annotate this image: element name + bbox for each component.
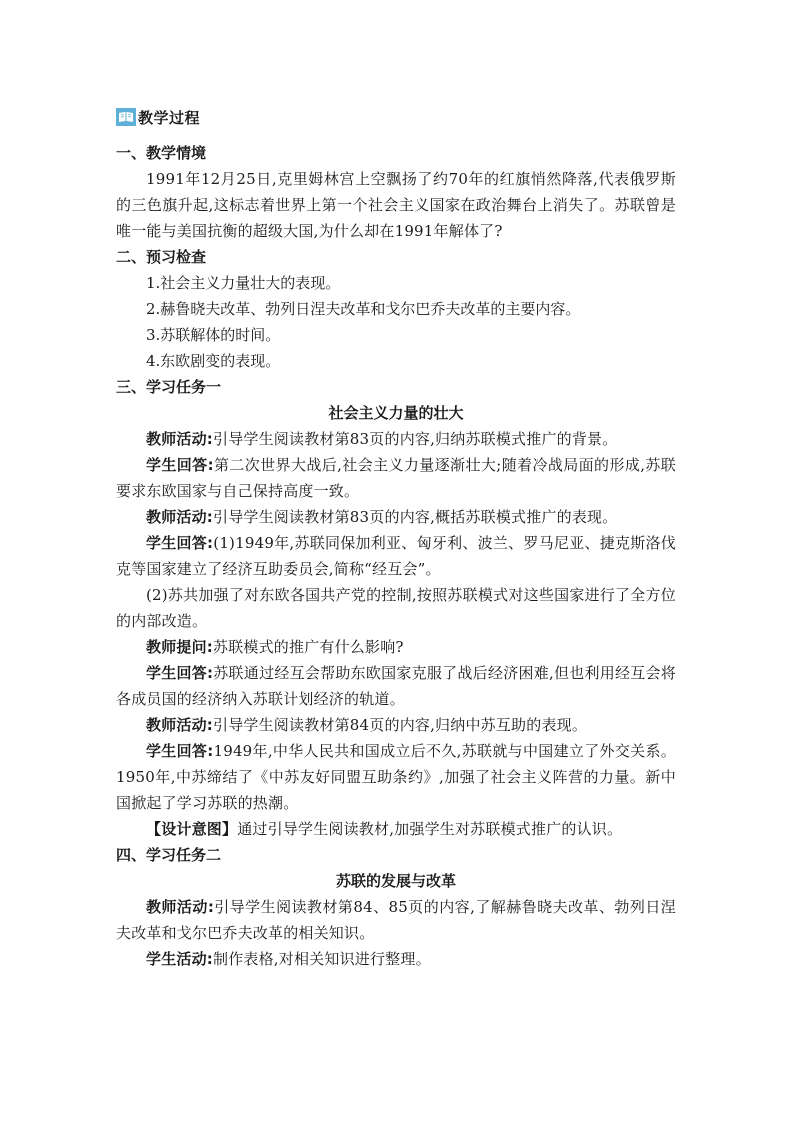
- preview-item-4: 4.东欧剧变的表现。: [146, 352, 281, 370]
- speaker-label: 教师活动:: [146, 430, 213, 448]
- paragraph-text: (1)1949年,苏联同保加利亚、匈牙利、波兰、罗马尼亚、捷克斯洛伐克等国家建立了经济互助委员会,简称“经互会”。: [116, 534, 676, 578]
- paragraph-text: 苏联通过经互会帮助东欧国家克服了战后经济困难,但也利用经互会将各成员国的经济纳入苏联计划经济的轨道。: [116, 664, 676, 708]
- section-heading-3: 三、学习任务一: [116, 378, 222, 396]
- paragraph-text: 通过引导学生阅读教材,加强学生对苏联模式推广的认识。: [237, 820, 623, 838]
- speaker-label: 学生回答:: [146, 456, 214, 474]
- book-icon: [116, 108, 136, 126]
- task1-paragraph-5: (2)苏共加强了对东欧各国共产党的控制,按照苏联模式对这些国家进行了全方位的内部改造。: [116, 586, 676, 630]
- paragraph-text: 1949年,中华人民共和国成立后不久,苏联就与中国建立了外交关系。1950年,中苏缔结了《中苏友好同盟互助条约》,加强了社会主义阵营的力量。新中国掀起了学习苏联的热潮。: [116, 742, 676, 812]
- task1-paragraph-1: [116, 426, 676, 452]
- preview-item-2: 2.赫鲁晓夫改革、勃列日涅夫改革和戈尔巴乔夫改革的主要内容。: [146, 300, 581, 318]
- page-title: 教学过程: [138, 108, 201, 127]
- design-intent-label: 【设计意图】: [146, 820, 238, 838]
- task2-paragraph-1: [116, 894, 676, 946]
- task-subtitle-1: 社会主义力量的壮大: [328, 404, 464, 422]
- paragraph-text: 制作表格,对相关知识进行整理。: [213, 950, 431, 968]
- section-heading-1: 一、教学情境: [116, 144, 207, 162]
- design-intent-paragraph: [116, 816, 676, 842]
- paragraph-text: 引导学生阅读教材第84、85页的内容,了解赫鲁晓夫改革、勃列日涅夫改革和戈尔巴乔夫改革的相关知识。: [116, 898, 676, 942]
- paragraph-text: 引导学生阅读教材第83页的内容,概括苏联模式推广的表现。: [213, 508, 618, 526]
- section-header: [116, 104, 676, 130]
- document-page: [116, 104, 676, 972]
- speaker-label: 学生回答:: [146, 664, 214, 682]
- paragraph-text: 引导学生阅读教材第84页的内容,归纳中苏互助的表现。: [213, 716, 588, 734]
- speaker-label: 教师活动:: [146, 508, 213, 526]
- task1-paragraph-8: [116, 712, 676, 738]
- preview-item-1: 1.社会主义力量壮大的表现。: [146, 274, 341, 292]
- task1-paragraph-7: [116, 660, 676, 712]
- paragraph-text: 引导学生阅读教材第83页的内容,归纳苏联模式推广的背景。: [213, 430, 618, 448]
- section-heading-4: 四、学习任务二: [116, 846, 222, 864]
- speaker-label: 学生活动:: [146, 950, 213, 968]
- paragraph-text: 苏联模式的推广有什么影响?: [213, 638, 404, 656]
- task1-paragraph-6: [116, 634, 676, 660]
- task1-paragraph-3: [116, 504, 676, 530]
- speaker-label: 教师活动:: [146, 898, 215, 916]
- task1-paragraph-2: [116, 452, 676, 504]
- task1-paragraph-9: [116, 738, 676, 816]
- paragraph-text: 第二次世界大战后,社会主义力量逐渐壮大;随着冷战局面的形成,苏联要求东欧国家与自己保持高度一致。: [116, 456, 676, 500]
- speaker-label: 学生回答:: [146, 742, 214, 760]
- section-heading-2: 二、预习检查: [116, 248, 207, 266]
- task2-paragraph-2: [116, 946, 676, 972]
- preview-item-3: 3.苏联解体的时间。: [146, 326, 281, 344]
- speaker-label: 教师提问:: [146, 638, 213, 656]
- task1-paragraph-4: [116, 530, 676, 582]
- speaker-label: 学生回答:: [146, 534, 214, 552]
- situation-paragraph: 1991年12月25日,克里姆林宫上空飘扬了约70年的红旗悄然降落,代表俄罗斯的三色旗升起,这标志着世界上第一个社会主义国家在政治舞台上消失了。苏联曾是唯一能与美国抗衡的超级大国,为什么却在1991年解体了?: [116, 170, 676, 240]
- task-subtitle-2: 苏联的发展与改革: [335, 872, 456, 890]
- speaker-label: 教师活动:: [146, 716, 213, 734]
